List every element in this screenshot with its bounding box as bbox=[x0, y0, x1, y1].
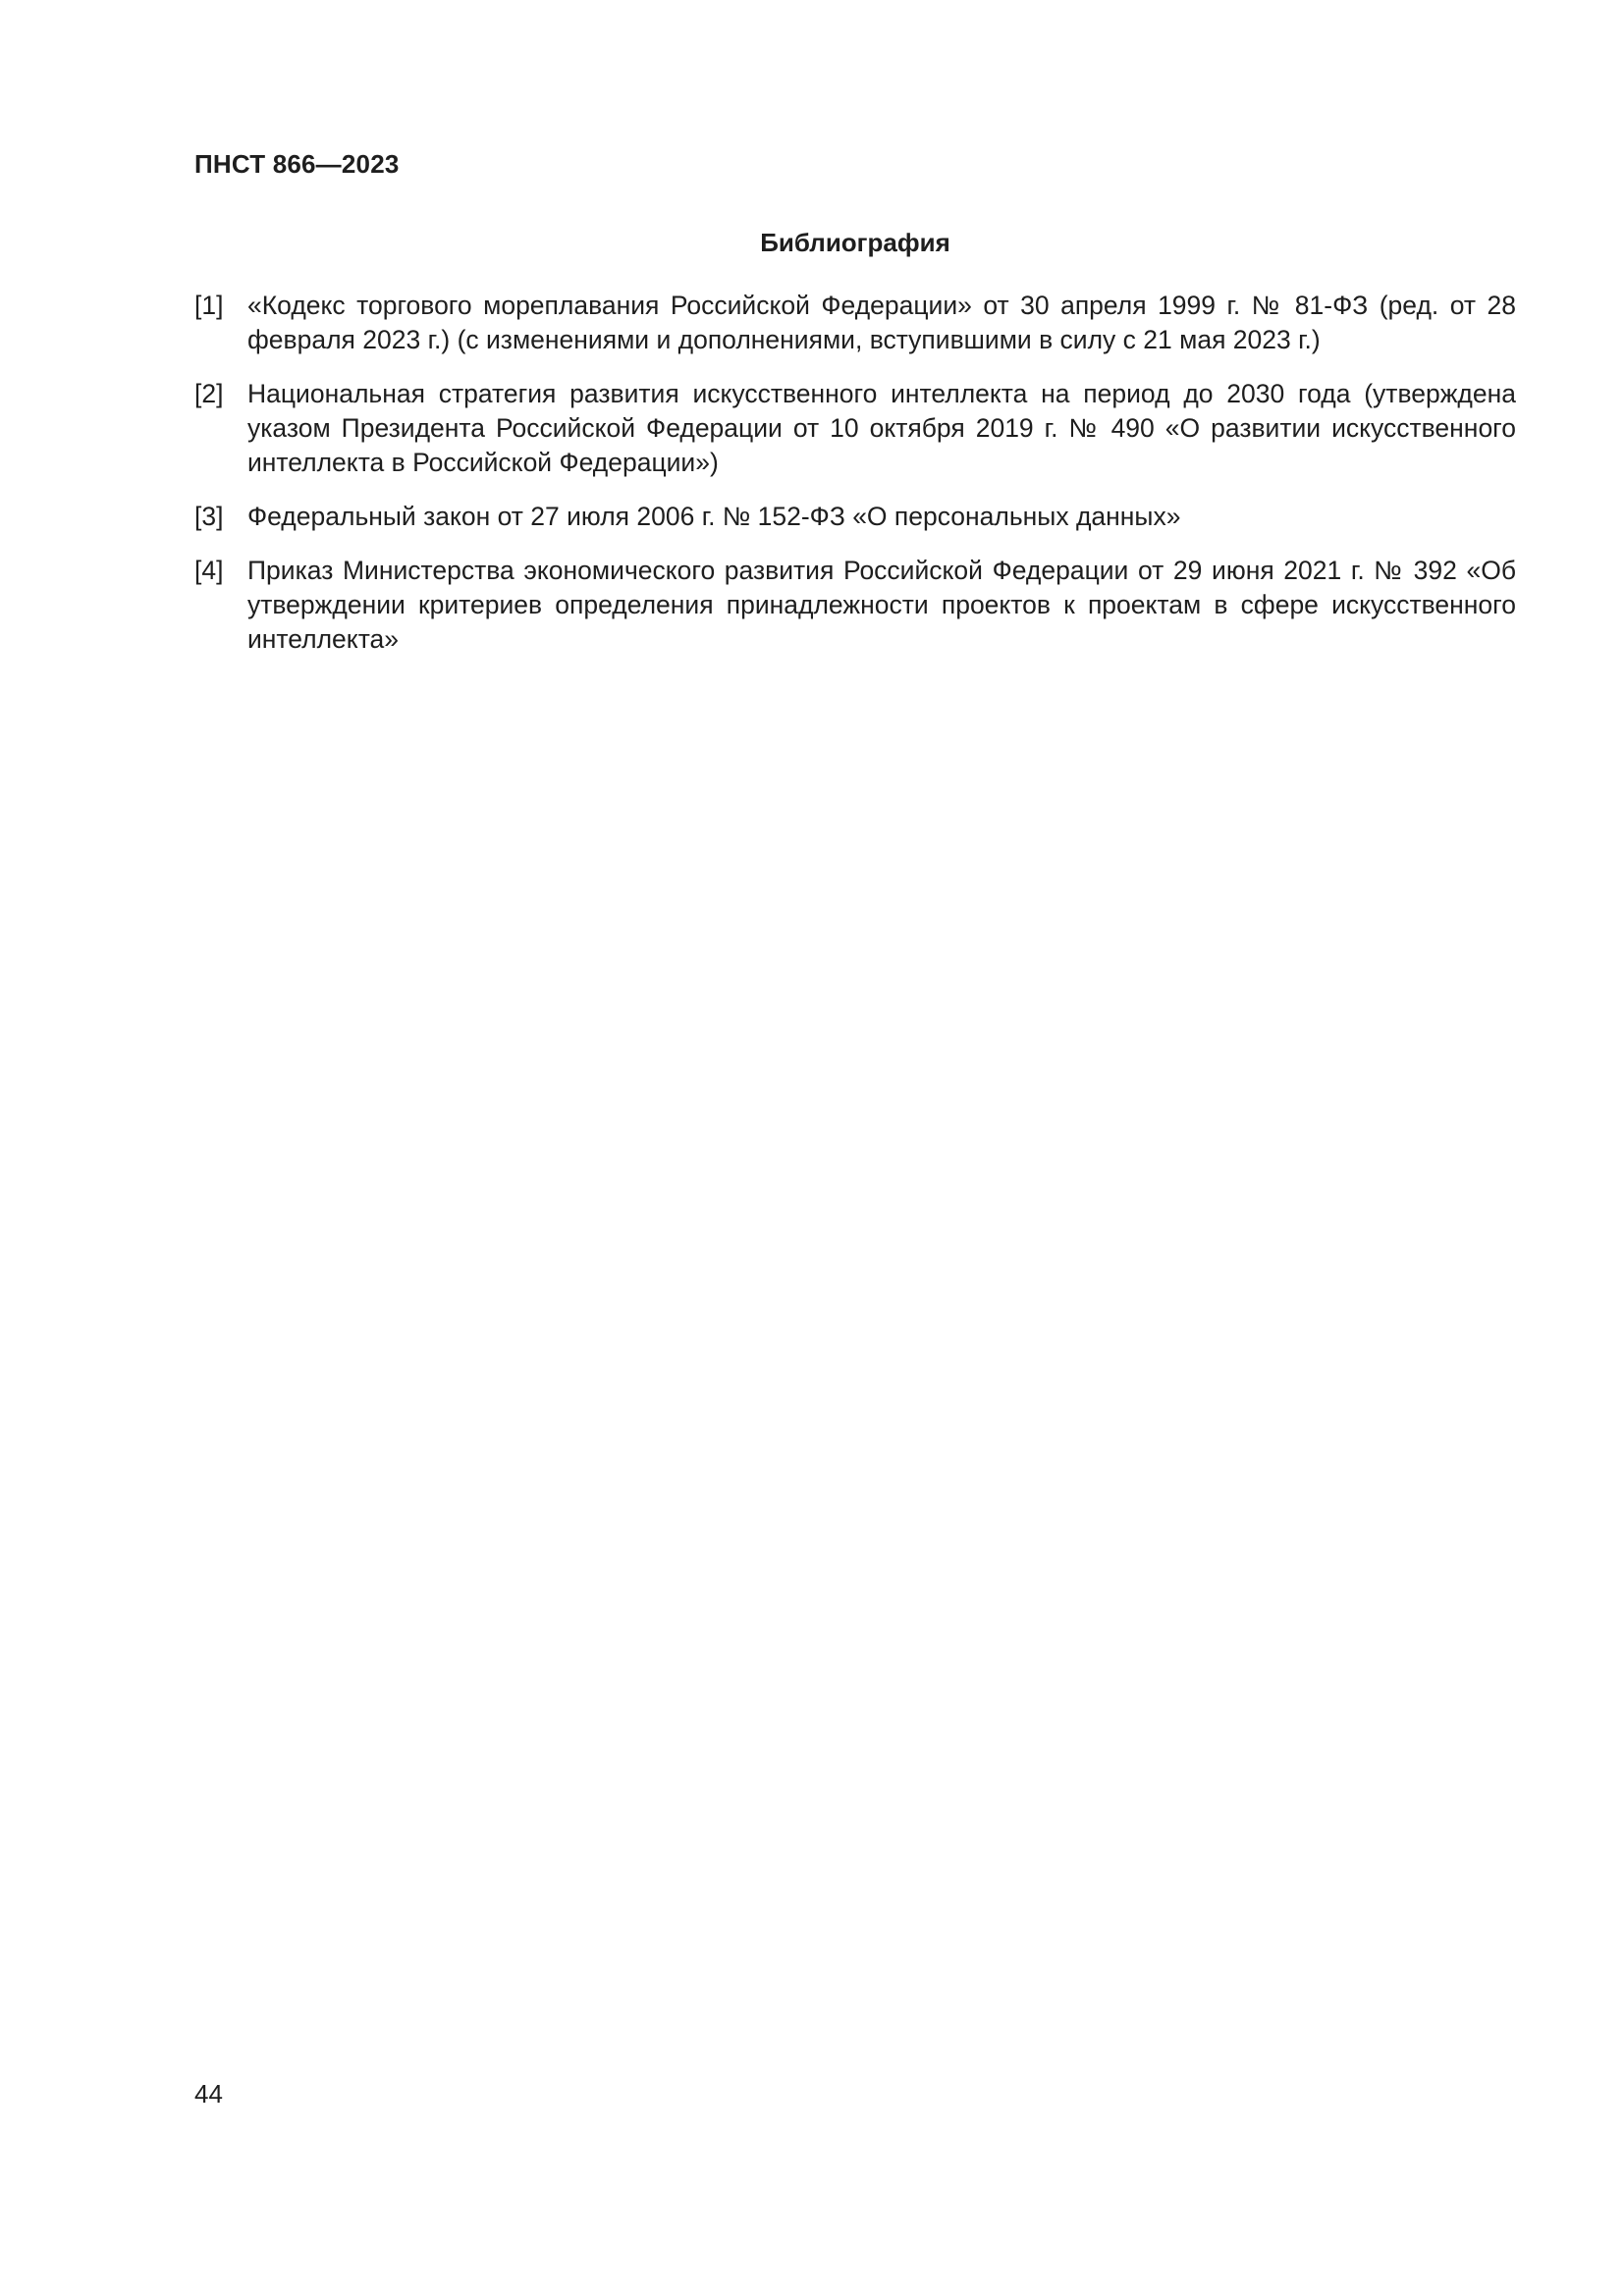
bibliography-item-text: «Кодекс торгового мореплавания Российской Федерации» от 30 апреля 1999 г. № 81-ФЗ (ред. от 28 февраля 2023 г.) (с изменениями и дополнениями, вступившими в силу с 21 мая 2023 г.) bbox=[247, 291, 1516, 354]
bibliography-title: Библиография bbox=[760, 228, 950, 257]
bibliography-item-text: Федеральный закон от 27 июля 2006 г. № 152-ФЗ «О персональных данных» bbox=[247, 502, 1181, 531]
bibliography-item-number: [3] bbox=[194, 502, 224, 531]
bibliography-item-number: [1] bbox=[194, 291, 224, 320]
bibliography-item-text: Приказ Министерства экономического развития Российской Федерации от 29 июня 2021 г. № 392 «Об утверждении критериев определения принадлежности проектов к проектам в сфере искусственного интеллекта» bbox=[247, 556, 1516, 654]
document-id: ПНСТ 866—2023 bbox=[194, 149, 400, 179]
bibliography-list bbox=[194, 289, 1516, 676]
bibliography-item-4 bbox=[194, 554, 1516, 657]
bibliography-item-1 bbox=[194, 289, 1516, 357]
bibliography-item-3 bbox=[194, 500, 1516, 534]
bibliography-item-number: [4] bbox=[194, 556, 224, 585]
bibliography-item-number: [2] bbox=[194, 379, 224, 408]
page-number: 44 bbox=[194, 2079, 223, 2109]
bibliography-item-2 bbox=[194, 377, 1516, 480]
bibliography-item-text: Национальная стратегия развития искусственного интеллекта на период до 2030 года (утверждена указом Президента Российской Федерации от 10 октября 2019 г. № 490 «О развитии искусственного интеллекта в Российской Федерации») bbox=[247, 379, 1516, 477]
